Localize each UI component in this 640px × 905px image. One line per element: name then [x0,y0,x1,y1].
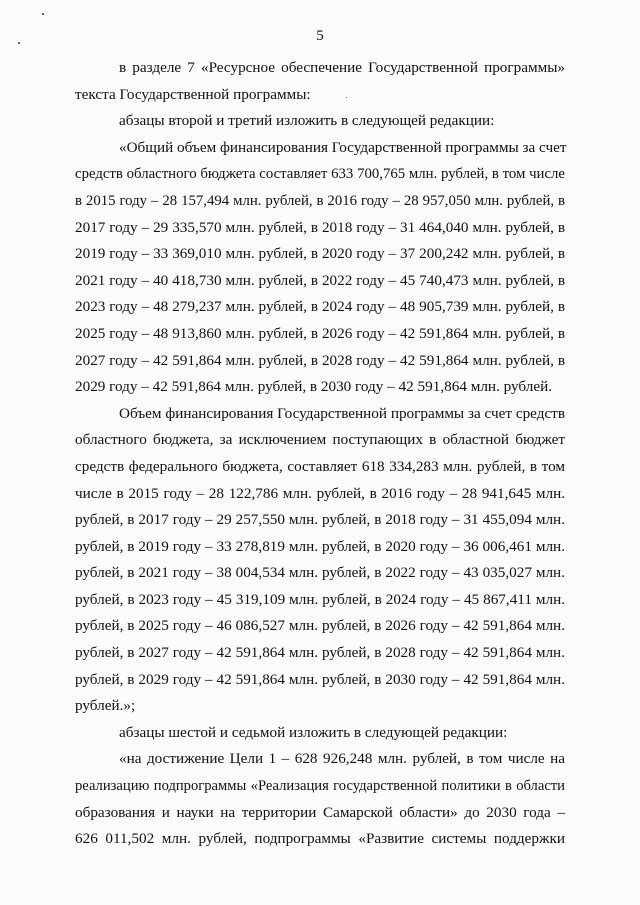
text-line: рублей, в 2021 году – 38 004,534 млн. рублей, в 2022 году – 43 035,027 млн. [75,564,565,582]
text-line: средств федерального бюджета, составляет 618 334,283 млн. рублей, в том [75,457,565,475]
paragraph [75,135,565,401]
paragraph [75,746,565,852]
document-body [75,55,565,853]
text-line: Объем финансирования Государственной программы за счет средств [119,404,565,422]
text-line: рублей, в 2017 году – 29 257,550 млн. рублей, в 2018 году – 31 455,094 млн. [75,511,565,529]
text-line: образования и науки на территории Самарской области» до 2030 года – [75,803,565,821]
text-line: 2027 году – 42 591,864 млн. рублей, в 2028 году – 42 591,864 млн. рублей, в [75,351,565,369]
text-line: реализацию подпрограммы «Реализация государственной политики в области [75,778,565,795]
text-line: абзацы шестой и седьмой изложить в следующей редакции: [119,723,508,741]
paragraph [75,720,565,747]
text-line: областного бюджета, за исключением поступающих в областной бюджет [75,431,565,449]
text-line: текста Государственной программы: [75,85,311,103]
text-line: числе в 2015 году – 28 122,786 млн. рублей, в 2016 году – 28 941,645 млн. [75,484,565,502]
text-line: средств областного бюджета составляет 633 700,765 млн. рублей, в том числе [75,166,565,183]
text-line: рублей, в 2023 году – 45 319,109 млн. рублей, в 2024 году – 45 867,411 млн. [75,590,565,608]
text-line: рублей.»; [75,697,136,715]
text-line: 2019 году – 33 369,010 млн. рублей, в 2020 году – 37 200,242 млн. рублей, в [75,245,565,263]
text-line: абзацы второй и третий изложить в следующей редакции: [119,112,495,130]
text-line: 2021 году – 40 418,730 млн. рублей, в 2022 году – 45 740,473 млн. рублей, в [75,271,565,289]
paragraph [75,55,565,108]
text-line: в разделе 7 «Ресурсное обеспечение Государственной программы» [119,59,565,76]
text-line: рублей, в 2025 году – 46 086,527 млн. рублей, в 2026 году – 42 591,864 млн. [75,617,565,635]
text-line: 2029 году – 42 591,864 млн. рублей, в 2030 году – 42 591,864 млн. рублей. [75,378,553,396]
scan-speck [42,13,44,15]
page-number: 5 [316,28,324,44]
text-line: рублей, в 2029 году – 42 591,864 млн. рублей, в 2030 году – 42 591,864 млн. [75,670,565,688]
paragraph [75,108,565,135]
text-line: в 2015 году – 28 157,494 млн. рублей, в 2016 году – 28 957,050 млн. рублей, в [75,192,565,209]
text-line: «на достижение Цели 1 – 628 926,248 млн. рублей, в том числе на [119,750,565,768]
text-line: 2017 году – 29 335,570 млн. рублей, в 2018 году – 31 464,040 млн. рублей, в [75,218,565,236]
text-line: 2025 году – 48 913,860 млн. рублей, в 2026 году – 42 591,864 млн. рублей, в [75,324,565,342]
text-line: рублей, в 2019 году – 33 278,819 млн. рублей, в 2020 году – 36 006,461 млн. [75,537,565,555]
text-line: рублей, в 2027 году – 42 591,864 млн. рублей, в 2028 году – 42 591,864 млн. [75,644,565,662]
text-line: 626 011,502 млн. рублей, подпрограммы «Развитие системы поддержки [75,830,565,848]
text-line: «Общий объем финансирования Государственной программы за счет [119,138,567,156]
text-line: 2023 году – 48 279,237 млн. рублей, в 2024 году – 48 905,739 млн. рублей, в [75,298,565,316]
paragraph [75,401,565,720]
